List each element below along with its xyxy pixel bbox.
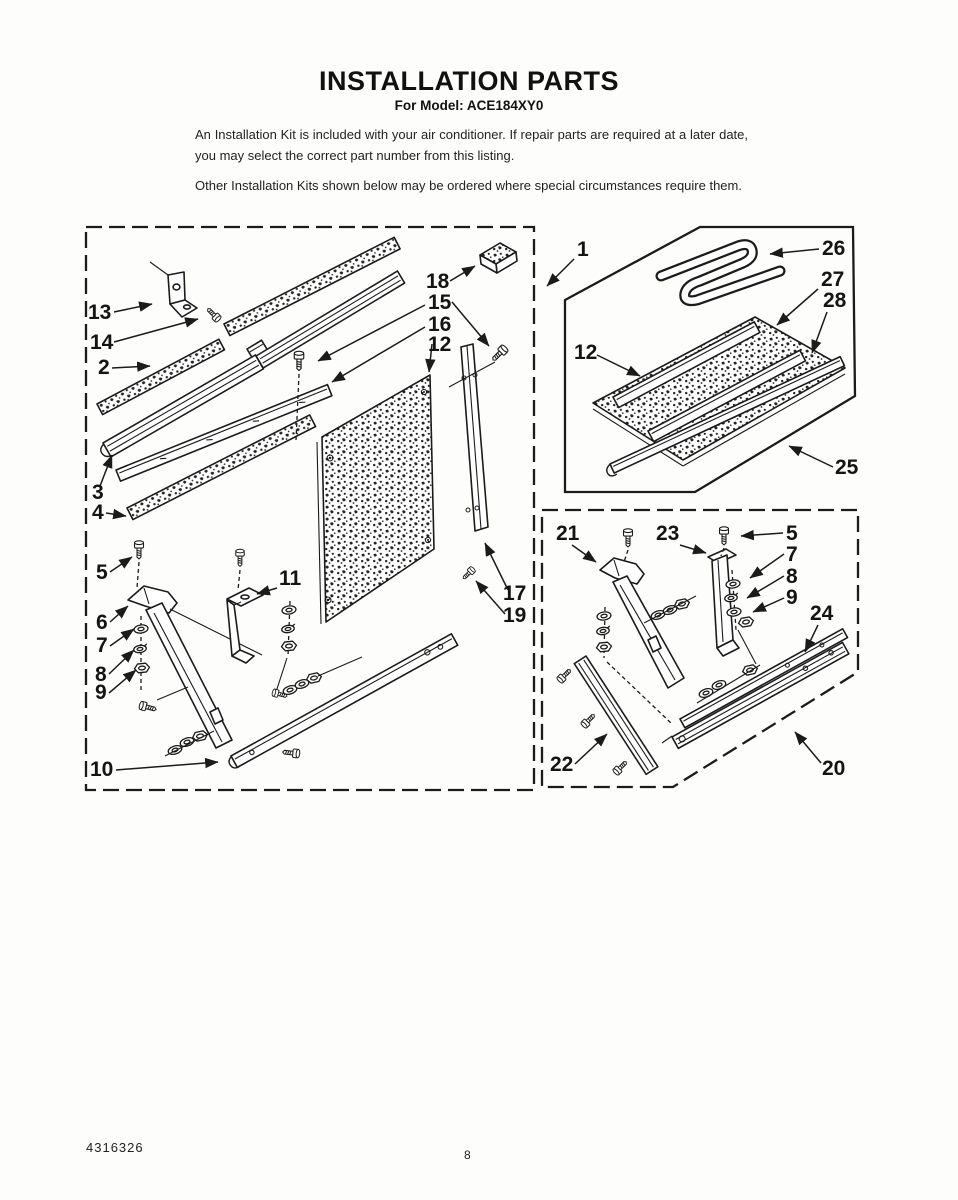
angle-bracket — [150, 262, 197, 317]
screw — [720, 527, 729, 545]
callout-br-9: 9 — [786, 586, 798, 609]
screw-14 — [205, 306, 222, 323]
curtain-panel — [317, 375, 434, 624]
callout-br-23: 23 — [656, 522, 680, 545]
callout-left-7: 7 — [96, 634, 108, 657]
callout-tr-27: 27 — [821, 268, 845, 291]
lock-washer — [596, 626, 611, 635]
screw-15 — [294, 351, 304, 370]
rail-24 — [680, 629, 848, 728]
callout-br-20: 20 — [822, 757, 846, 780]
flat-washer — [134, 624, 149, 634]
top-rail-channel — [256, 271, 405, 368]
intro-paragraph-1: An Installation Kit is included with your air conditioner. If repair parts are required at a later date, you may select the correct part number from this listing. — [195, 127, 748, 163]
callout-left-11: 11 — [279, 567, 302, 590]
left-box-callouts — [88, 266, 526, 781]
callout-left-2: 2 — [98, 356, 110, 379]
callout-left-18: 18 — [426, 270, 450, 293]
flat-washer — [597, 611, 612, 621]
flat-washer — [282, 605, 297, 615]
callout-left-9: 9 — [95, 681, 107, 704]
screw-19 — [461, 566, 476, 581]
bracket-21 — [600, 558, 684, 688]
screw — [624, 529, 633, 547]
callout-tr-28: 28 — [823, 289, 847, 312]
callout-br-5: 5 — [786, 522, 798, 545]
callout-left-14: 14 — [90, 331, 114, 354]
publication-number: 4316326 — [86, 1140, 144, 1155]
screw-5 — [135, 541, 144, 559]
model-subtitle: For Model: ACE184XY0 — [394, 98, 544, 113]
top-right-parts-box — [547, 227, 859, 492]
hex-nut — [134, 663, 150, 673]
vertical-channel — [461, 344, 488, 531]
callout-left-17: 17 — [503, 582, 527, 605]
bolt — [282, 748, 300, 758]
callout-br-24: 24 — [810, 602, 834, 625]
page-title: INSTALLATION PARTS — [319, 66, 619, 96]
callout-br-7: 7 — [786, 543, 798, 566]
clamp-bracket — [227, 588, 263, 663]
hex-nut — [281, 641, 297, 651]
intro-paragraph-2: Other Installation Kits shown below may be ordered where special circumstances require them. — [195, 178, 742, 193]
callout-left-12: 12 — [428, 333, 452, 356]
callout-tr-25: 25 — [835, 456, 859, 479]
screw — [556, 667, 573, 684]
bottom-right-parts-box — [542, 510, 858, 787]
foam-block — [480, 243, 517, 273]
hex-nut — [596, 642, 612, 652]
screw — [612, 759, 629, 776]
callout-left-5: 5 — [96, 561, 108, 584]
callout-br-21: 21 — [556, 522, 580, 545]
callout-tr-1: 1 — [577, 238, 589, 261]
callout-left-19: 19 — [503, 604, 527, 627]
page-number: 8 — [464, 1148, 471, 1162]
screw — [580, 712, 597, 729]
callout-tr-26: 26 — [822, 237, 846, 260]
bracket-23 — [708, 549, 739, 656]
callout-left-3: 3 — [92, 481, 104, 504]
callout-left-4: 4 — [92, 501, 104, 524]
callout-left-16: 16 — [428, 313, 452, 336]
callout-left-13: 13 — [88, 301, 112, 324]
screw — [236, 549, 245, 566]
callout-left-8: 8 — [95, 663, 107, 686]
callout-br-8: 8 — [786, 565, 798, 588]
bracket-22 — [574, 656, 658, 774]
callout-left-10: 10 — [90, 758, 114, 781]
left-parts-box — [86, 227, 534, 790]
screw-15b — [490, 344, 509, 363]
callout-br-22: 22 — [550, 753, 574, 776]
serpentine-seal — [661, 245, 780, 301]
callout-left-6: 6 — [96, 611, 108, 634]
lock-washer — [133, 644, 148, 653]
hex-nut — [738, 616, 754, 627]
bolt — [138, 701, 157, 714]
callout-tr-12: 12 — [574, 341, 598, 364]
lock-washer — [281, 624, 296, 633]
callout-left-15: 15 — [428, 291, 452, 314]
